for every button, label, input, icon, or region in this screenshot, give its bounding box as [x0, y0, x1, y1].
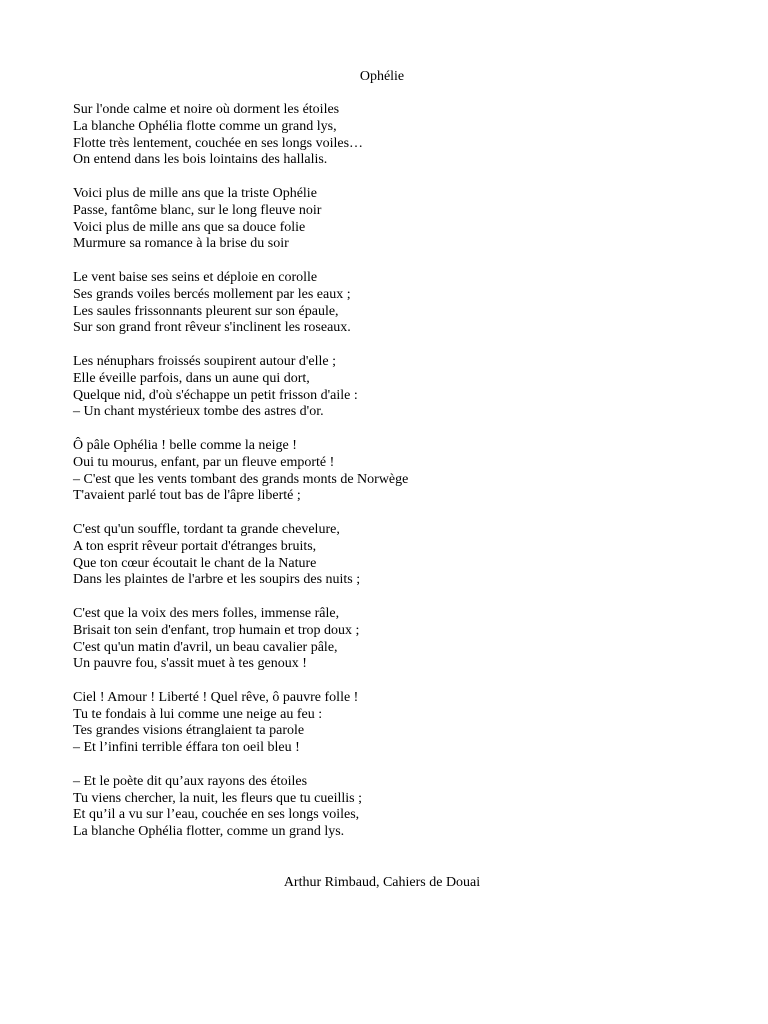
stanza-2 — [73, 186, 733, 253]
poem-line: Ses grands voiles bercés mollement par les eaux ; — [73, 286, 351, 302]
poem-line: Brisait ton sein d'enfant, trop humain et trop doux ; — [73, 622, 360, 638]
poem-line: Tu te fondais à lui comme une neige au feu : — [73, 706, 323, 722]
poem-line: A ton esprit rêveur portait d'étranges bruits, — [73, 538, 317, 554]
poem-line: Ô pâle Ophélia ! belle comme la neige ! — [73, 437, 297, 453]
poem-line: C'est que la voix des mers folles, immense râle, — [73, 605, 340, 621]
poem-line: Flotte très lentement, couchée en ses longs voiles… — [73, 135, 364, 151]
poem-line: Voici plus de mille ans que la triste Ophélie — [73, 185, 317, 201]
stanza-1 — [73, 102, 733, 169]
poem-line: – C'est que les vents tombant des grands monts de Norwège — [73, 471, 409, 487]
poem-line: C'est qu'un souffle, tordant ta grande chevelure, — [73, 521, 340, 537]
poem-line: – Et le poète dit qu’aux rayons des étoiles — [73, 773, 308, 789]
poem-line: – Un chant mystérieux tombe des astres d'or. — [73, 404, 324, 420]
poem-line: On entend dans les bois lointains des hallalis. — [73, 152, 328, 168]
poem-line: Murmure sa romance à la brise du soir — [73, 236, 289, 252]
stanza-7 — [73, 606, 733, 673]
poem-line: Les nénuphars froissés soupirent autour d'elle ; — [73, 353, 337, 369]
poem-line: Sur l'onde calme et noire où dorment les étoiles — [73, 102, 340, 117]
poem-line: La blanche Ophélia flotte comme un grand lys, — [73, 118, 337, 134]
poem-line: La blanche Ophélia flotter, comme un grand lys. — [73, 824, 345, 840]
poem-line: Voici plus de mille ans que sa douce folie — [73, 219, 306, 235]
poem-line: Oui tu mourus, enfant, par un fleuve emporté ! — [73, 454, 335, 470]
stanza-8 — [73, 690, 733, 757]
poem-line: Tes grandes visions étranglaient ta parole — [73, 723, 305, 739]
author-signature: Arthur Rimbaud, Cahiers de Douai — [283, 875, 481, 890]
poem-line: Que ton cœur écoutait le chant de la Nature — [73, 555, 317, 571]
poem-body — [73, 102, 733, 858]
poem-line: C'est qu'un matin d'avril, un beau cavalier pâle, — [73, 639, 338, 655]
poem-line: Et qu’il a vu sur l’eau, couchée en ses longs voiles, — [73, 807, 360, 823]
stanza-5 — [73, 438, 733, 505]
stanza-4 — [73, 354, 733, 421]
poem-title: Ophélie — [359, 69, 405, 84]
poem-line: T'avaient parlé tout bas de l'âpre liberté ; — [73, 488, 301, 504]
poem-line: Dans les plaintes de l'arbre et les soupirs des nuits ; — [73, 572, 361, 588]
poem-line: Passe, fantôme blanc, sur le long fleuve noir — [73, 202, 322, 218]
stanza-9 — [73, 774, 733, 841]
poem-line: Sur son grand front rêveur s'inclinent les roseaux. — [73, 320, 351, 336]
poem-line: Les saules frissonnants pleurent sur son épaule, — [73, 303, 339, 319]
poem-line: Ciel ! Amour ! Liberté ! Quel rêve, ô pauvre folle ! — [73, 689, 359, 705]
poem-line: Un pauvre fou, s'assit muet à tes genoux ! — [73, 656, 307, 672]
poem-line: Elle éveille parfois, dans un aune qui dort, — [73, 370, 310, 386]
poem-line: – Et l’infini terrible éffara ton oeil bleu ! — [73, 740, 300, 756]
poem-line: Quelque nid, d'où s'échappe un petit frisson d'aile : — [73, 387, 358, 403]
stanza-6 — [73, 522, 733, 589]
stanza-3 — [73, 270, 733, 337]
poem-line: Tu viens chercher, la nuit, les fleurs que tu cueillis ; — [73, 790, 362, 806]
poem-line: Le vent baise ses seins et déploie en corolle — [73, 269, 318, 285]
